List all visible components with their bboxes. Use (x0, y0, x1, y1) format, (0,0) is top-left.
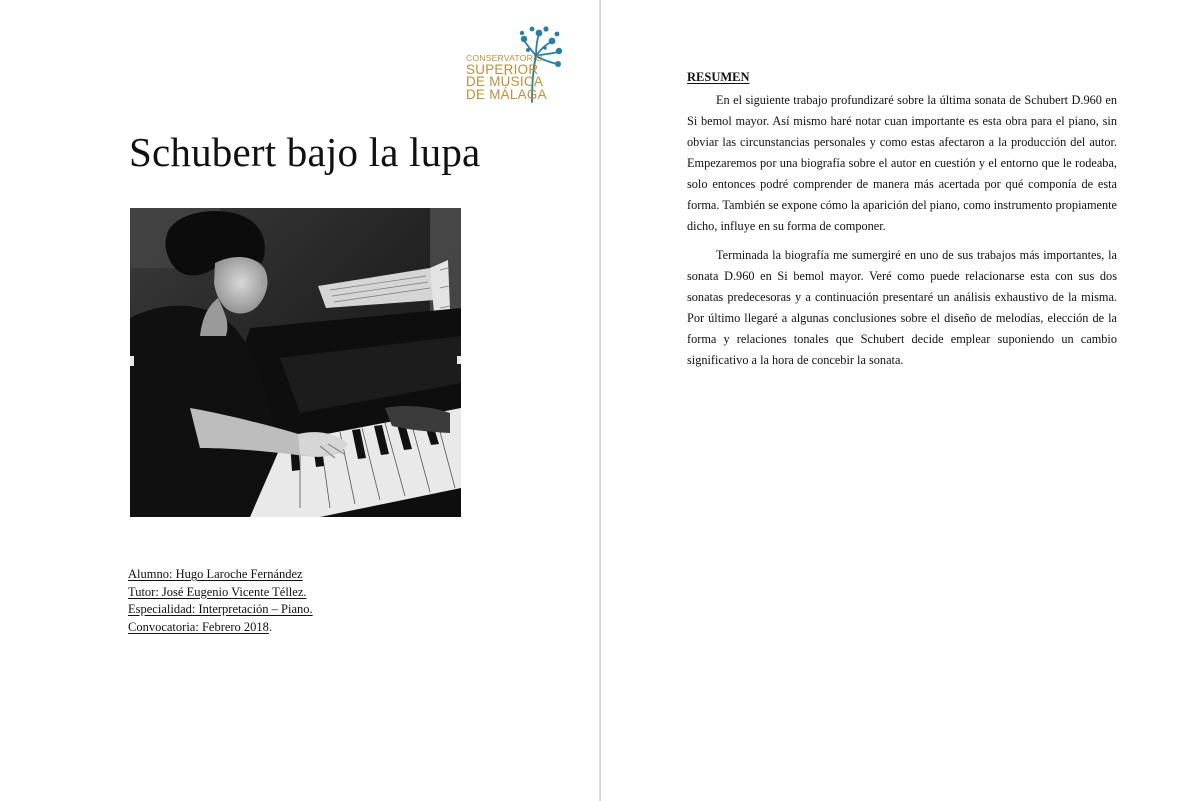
summary-section (687, 70, 1117, 379)
summary-paragraph-1: En el siguiente trabajo profundizaré sobre la última sonata de Schubert D.960 en Si bemol mayor. Así mismo haré notar cuan importante es esta obra para el piano, sin obviar las circunstancias personales y como estas afectaron a la producción del autor. Empezaremos por una biografía sobre el autor en cuestión y el entorno que le rodeaba, solo entonces podré comprender de manera más acertada por qué componía de esta forma. También se expone cómo la aparición del piano, como instrumento propiamente dicho, influye en su forma de componer. (687, 93, 1117, 233)
logo-line-de-musica: DE MÚSICA (466, 74, 544, 90)
logo-line-de-malaga: DE MÁLAGA (466, 86, 547, 102)
document-title: Schubert bajo la lupa (129, 129, 481, 175)
summary-paragraph-2: Terminada la biografía me sumergiré en uno de sus trabajos más importantes, la sonata D.960 en Si bemol mayor. Veré como puede relacionarse esta con sus dos sonatas predecesoras y a continuación presentaré un análisis exhaustivo de la misma. Por último llegaré a algunas conclusiones sobre el diseño de melodías, elección de la forma y relaciones tonales que Schubert decide emplear suponiendo un cambio significativo a la hora de concebir la sonata. (687, 248, 1117, 367)
especialidad-line: Especialidad: Interpretación – Piano. (128, 602, 313, 616)
pianist-photo-icon (130, 208, 461, 517)
pianist-photo-illustration (130, 208, 461, 517)
alumno-line: Alumno: Hugo Laroche Fernández (128, 567, 303, 581)
logo-line-superior: SUPERIOR (466, 61, 539, 77)
convocatoria-text: Convocatoria: Febrero 2018 (128, 619, 269, 634)
convocatoria-line (128, 619, 313, 637)
logo-line-conservatorio: CONSERVATORIO (466, 53, 543, 63)
summary-heading: RESUMEN (687, 70, 750, 84)
tutor-line: Tutor: José Eugenio Vicente Téllez. (128, 584, 307, 599)
student-info (128, 566, 313, 636)
summary-page (601, 0, 1200, 801)
convocatoria-period: . (268, 619, 273, 634)
logo-wordmark (466, 54, 547, 101)
conservatory-logo (466, 24, 576, 106)
